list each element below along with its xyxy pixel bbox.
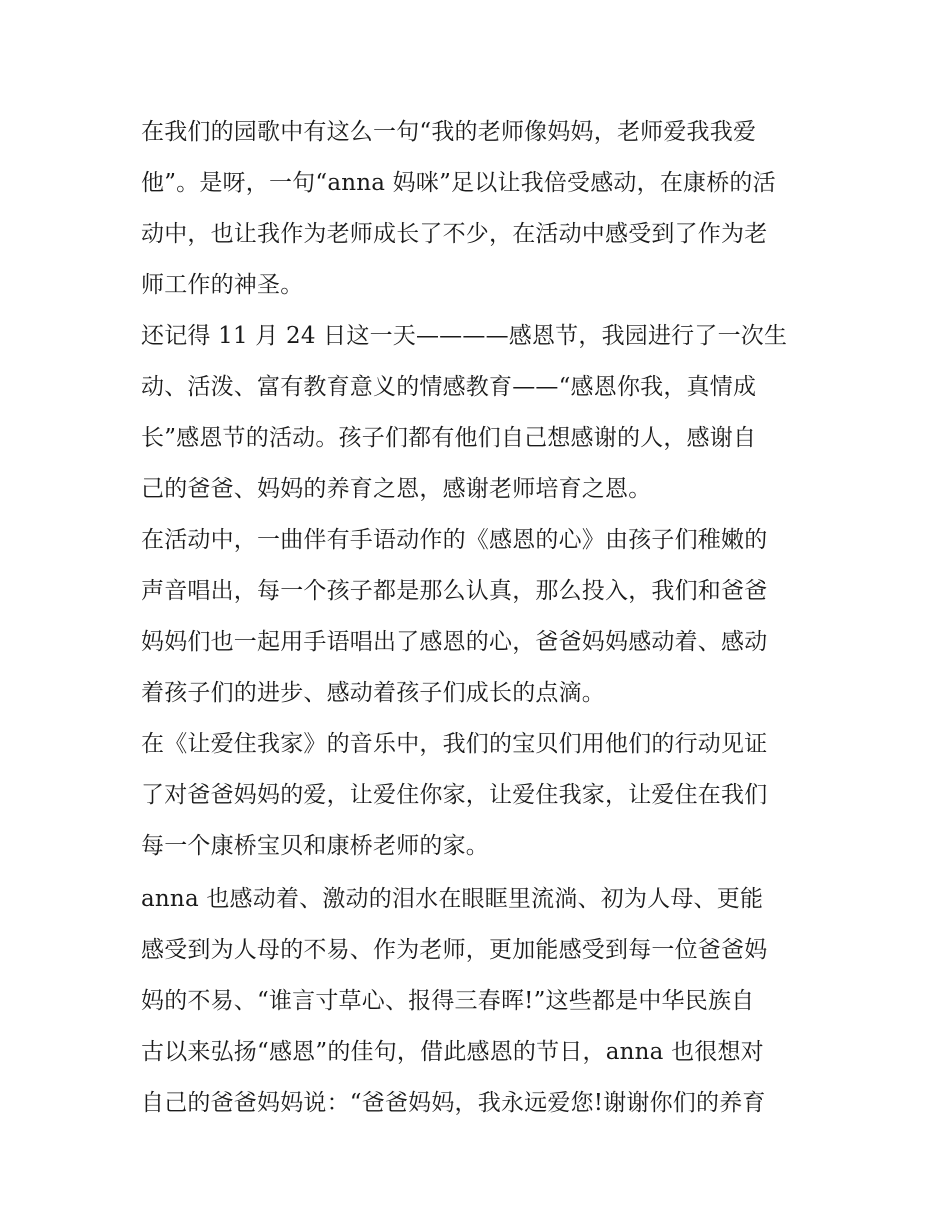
text-line: 动中，也让我作为老师成长了不少，在活动中感受到了作为老 — [141, 221, 768, 247]
text-line: 在我们的园歌中有这么一句“我的老师像妈妈，老师爱我我爱 — [141, 119, 757, 145]
paragraph-4 — [141, 719, 813, 872]
text-line: 在活动中，一曲伴有手语动作的《感恩的心》由孩子们稚嫩的 — [141, 527, 768, 553]
text-line: 着孩子们的进步、感动着孩子们成长的点滴。 — [141, 680, 605, 706]
text-line: 妈妈们也一起用手语唱出了感恩的心，爸爸妈妈感动着、感动 — [141, 629, 768, 655]
paragraph-5 — [141, 874, 813, 1129]
text-line: 他”。是呀，一句“anna 妈咪”足以让我倍受感动，在康桥的活 — [141, 170, 776, 196]
paragraph-2 — [141, 311, 813, 515]
text-line: 古以来弘扬“感恩”的佳句，借此感恩的节日，anna 也很想对 — [141, 1039, 764, 1065]
text-line: 己的爸爸、妈妈的养育之恩，感谢老师培育之恩。 — [141, 476, 652, 502]
text-line: 自己的爸爸妈妈说：“爸爸妈妈，我永远爱您!谢谢你们的养育 — [141, 1090, 766, 1116]
text-line: 在《让爱住我家》的音乐中，我们的宝贝们用他们的行动见证 — [141, 731, 768, 757]
text-line: 师工作的神圣。 — [141, 272, 304, 298]
text-line: 感受到为人母的不易、作为老师，更加能感受到每一位爸爸妈 — [141, 937, 768, 963]
paragraph-1 — [141, 107, 813, 311]
text-line: 了对爸爸妈妈的爱，让爱住你家，让爱住我家，让爱住在我们 — [141, 782, 768, 808]
text-line: 还记得 11 月 24 日这一天————感恩节，我园进行了一次生 — [141, 323, 788, 349]
text-line: 长”感恩节的活动。孩子们都有他们自己想感谢的人，感谢自 — [141, 425, 757, 451]
paragraph-3 — [141, 515, 813, 719]
text-line: 声音唱出，每一个孩子都是那么认真，那么投入，我们和爸爸 — [141, 578, 768, 604]
text-line: 动、活泼、富有教育意义的情感教育——“感恩你我，真情成 — [141, 374, 757, 400]
text-line: 妈的不易、“谁言寸草心、报得三春晖!”这些都是中华民族自 — [141, 988, 755, 1014]
document-body — [141, 107, 813, 1129]
text-line: anna 也感动着、激动的泪水在眼眶里流淌、初为人母、更能 — [141, 886, 764, 912]
text-line: 每一个康桥宝贝和康桥老师的家。 — [141, 833, 489, 859]
